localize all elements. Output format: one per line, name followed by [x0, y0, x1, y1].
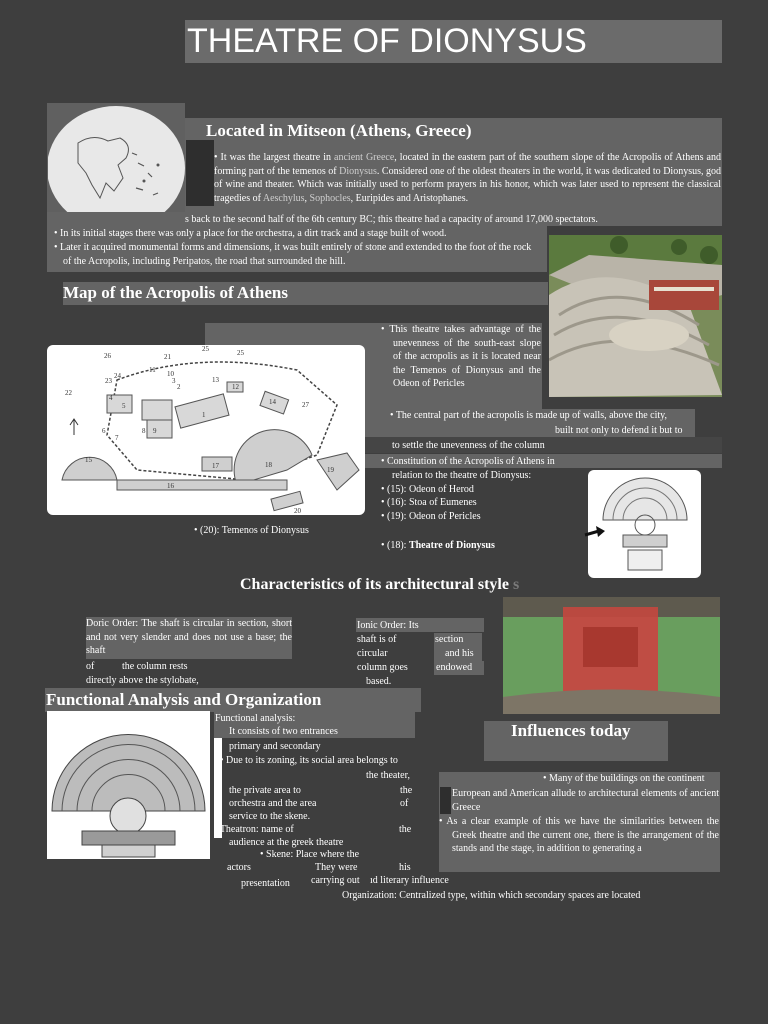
functional-heading: Functional Analysis and Organization	[46, 690, 322, 709]
legend-20: • (20): Temenos of Dionysus	[194, 525, 309, 536]
svg-text:17: 17	[212, 462, 219, 470]
link-dionysus[interactable]: Dionysus	[339, 165, 377, 177]
svg-text:13: 13	[212, 376, 219, 384]
characteristics-heading-tail: s	[512, 576, 520, 593]
acropolis-heading: Map of the Acropolis of Athens	[63, 283, 288, 302]
influences-b1a: • Many of the buildings on the continent	[543, 773, 705, 784]
svg-text:6: 6	[102, 427, 106, 435]
influences-b2-text: • As a clear example of this we have the similarities between the Greek theatre and the current one, there is the arrangement of the stands and the stage, in addition to generating a	[439, 816, 719, 854]
ionic-text-d: column goes	[357, 662, 408, 673]
p1-text-c: . Considered one of the oldest theaters in the world, it was dedicated to Dionysus, god of wine and theater. Which was initially used to perform prayers in his honor, which was later used to represent the classical tragedies of	[214, 165, 721, 204]
influences-b2	[439, 815, 719, 856]
functional-line-9a: • Theatron: name of	[214, 824, 294, 835]
svg-text:14: 14	[269, 398, 276, 406]
svg-text:25: 25	[202, 345, 209, 353]
constitution-text-2: relation to the theatre of Dionysus:	[392, 470, 532, 481]
functional-line-12c: his	[399, 862, 411, 873]
functional-line-12b: They were	[315, 862, 358, 873]
legend-19: • (19): Odeon of Pericles	[381, 511, 481, 522]
influences-heading: Influences today	[511, 721, 631, 740]
legend-15: • (15): Odeon of Herod	[381, 484, 474, 495]
stages-text-1: • In its initial stages there was only a place for the orchestra, a dirt track and a stage built of wood.	[54, 228, 447, 239]
link-sophocles[interactable]: Sophocles	[309, 192, 351, 204]
svg-text:11: 11	[149, 366, 156, 374]
walls-text-3: to settle the unevenness of the column	[392, 440, 545, 451]
functional-line-3: primary and secondary	[229, 741, 321, 752]
functional-line-7b: of	[400, 798, 409, 809]
organization-line: Organization: Centralized type, within which secondary spaces are located	[342, 890, 641, 901]
ionic-text-b: shaft is of	[357, 634, 397, 645]
dates-text: s back to the second half of the 6th century BC; this theatre had a capacity of around 17,000 spectators.	[185, 214, 598, 225]
characteristics-heading-text: Characteristics of its architectural style	[240, 576, 509, 593]
walls-text-1: • The central part of the acropolis is made up of walls, above the city,	[390, 410, 668, 421]
functional-line-6a: the private area to	[229, 785, 301, 796]
svg-text:9: 9	[153, 427, 157, 435]
p1-text-a: • It was the largest theatre in	[214, 152, 335, 163]
svg-text:4: 4	[109, 394, 113, 402]
svg-text:21: 21	[164, 353, 171, 361]
ionic-text-c: circular	[357, 648, 388, 659]
functional-line-2: It consists of two entrances	[229, 726, 338, 737]
functional-line-8: service to the skene.	[229, 811, 311, 822]
functional-line-4: • Due to its zoning, its social area belongs to	[220, 755, 398, 766]
link-aeschylus[interactable]: Aeschylus	[262, 192, 305, 204]
functional-line-9b: the	[399, 824, 412, 835]
functional-line-13c: ıd literary influence	[370, 875, 449, 886]
doric-text-c: directly above the stylobate,	[86, 675, 199, 686]
svg-text:24: 24	[114, 372, 121, 380]
influences-dark-tab	[440, 787, 451, 814]
svg-text:26: 26	[104, 352, 111, 360]
walls-text-2: built not only to defend it but to	[555, 425, 683, 436]
functional-line-5: the theater,	[366, 770, 411, 781]
svg-text:10: 10	[167, 370, 174, 378]
constitution-text-1: • Constitution of the Acropolis of Athens in	[381, 456, 555, 467]
functional-line-13b: carrying out	[311, 875, 360, 886]
functional-line-1: Functional analysis:	[215, 713, 296, 724]
svg-text:23: 23	[105, 377, 112, 385]
svg-text:2: 2	[177, 383, 181, 391]
theatre-aerial-photo	[549, 235, 722, 397]
svg-text:18: 18	[265, 461, 272, 469]
legend-18	[381, 539, 495, 553]
svg-text:19: 19	[327, 466, 334, 474]
location-paragraph	[214, 151, 721, 205]
svg-text:27: 27	[302, 401, 309, 409]
location-heading: Located in Mitseon (Athens, Greece)	[206, 121, 472, 140]
link-ancient-greece[interactable]: ancient Greece	[334, 152, 395, 163]
svg-text:25: 25	[237, 349, 244, 357]
doric-text-b1: of	[86, 661, 95, 672]
ionic-text-c2: and his	[445, 648, 474, 659]
svg-text:12: 12	[232, 383, 239, 391]
stages-text-2	[54, 241, 542, 268]
p1-text-d: and Aristophanes.	[393, 192, 469, 204]
legend-18-bold: Theatre of Dionysus	[408, 540, 495, 551]
theatre-plan-large-image	[47, 711, 210, 859]
functional-line-11: • Skene: Place where the	[260, 849, 360, 860]
bullet-1-text: • This theatre takes advantage of the unevenness of the south-east slope of the acropolis as it is located near the Temenos of Dionysus and the Odeon of Pericles	[381, 324, 541, 389]
arrow-icon	[583, 523, 608, 543]
dark-tab	[186, 140, 214, 206]
characteristics-heading	[240, 574, 519, 596]
svg-text:8: 8	[142, 427, 146, 435]
functional-line-12a: actors	[227, 862, 251, 873]
svg-text:5: 5	[122, 402, 126, 410]
ionic-text-b2: section	[435, 634, 464, 645]
influences-b1b: European and American allude to architectural elements of ancient Greece	[452, 788, 719, 813]
acropolis-map-image	[47, 345, 365, 515]
svg-text:22: 22	[65, 389, 72, 397]
acropolis-bullet-1	[381, 323, 541, 391]
p1-text-b: , located in the eastern part of the southern slope of the Acropolis of Athens and forming part of the temenos of	[214, 152, 721, 177]
highlighted-aerial-photo	[503, 597, 720, 714]
svg-text:20: 20	[294, 507, 301, 515]
page-title: THEATRE OF DIONYSUS	[185, 20, 722, 63]
legend-18-prefix: • (18):	[381, 540, 409, 551]
ionic-text-a: Ionic Order: Its	[357, 620, 419, 631]
doric-text-b2: the column rests	[122, 661, 188, 672]
svg-text:1: 1	[202, 411, 206, 419]
svg-text:3: 3	[172, 377, 176, 385]
ionic-text-d2: endowed	[436, 662, 473, 673]
sep: ,	[350, 192, 356, 204]
ionic-text-e: based.	[366, 676, 392, 687]
later-text: • Later it acquired monumental forms and dimensions, it was built entirely of stone and extended to the foot of the rock of the Acropolis, including Peripatos, the road that surrounded the hill.	[54, 242, 532, 267]
link-euripides[interactable]: Euripides	[355, 192, 394, 204]
svg-text:7: 7	[115, 434, 119, 442]
doric-text-a: Doric Order: The shaft is circular in section, short and not very slender and does not use a base; the shaft	[86, 618, 292, 656]
functional-line-10: audience at the greek theatre	[229, 837, 344, 848]
legend-16: • (16): Stoa of Eumenes	[381, 497, 477, 508]
functional-line-6b: the	[400, 785, 413, 796]
functional-line-13a: presentation	[241, 878, 290, 889]
sep: ,	[304, 192, 310, 204]
functional-line-7a: orchestra and the area	[229, 798, 317, 809]
svg-text:16: 16	[167, 482, 174, 490]
svg-text:15: 15	[85, 456, 92, 464]
